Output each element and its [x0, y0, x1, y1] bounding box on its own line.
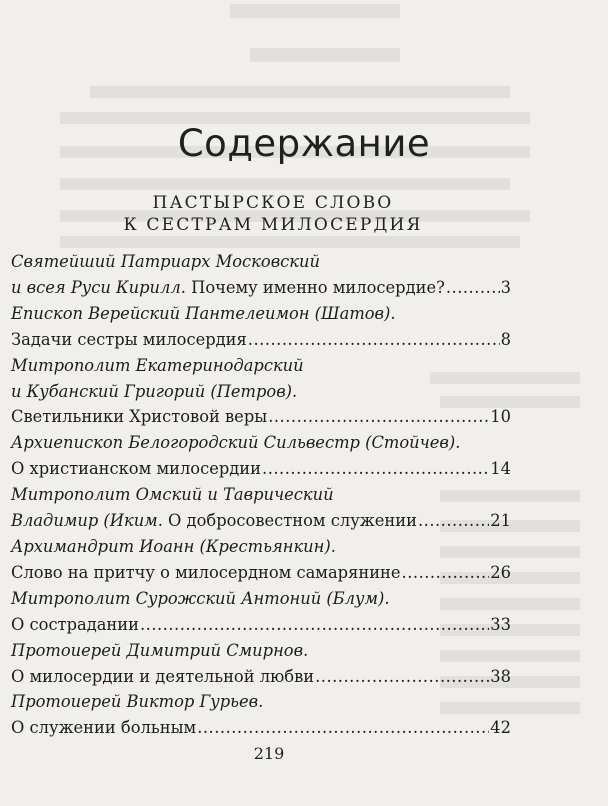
- page-number: 219: [253, 744, 285, 763]
- toc-author: Архимандрит Иоанн (Крестьянкин).: [11, 536, 336, 556]
- toc-author: Святейший Патриарх Московский: [11, 252, 320, 271]
- toc-title-row[interactable]: [11, 560, 511, 586]
- toc-author: Митрополит Сурожский Антоний (Блум).: [11, 588, 390, 608]
- toc-author: и Кубанский Григорий (Петров).: [11, 381, 298, 401]
- toc-leader-dots: [268, 404, 489, 430]
- toc-author: Митрополит Екатеринодарский: [11, 355, 304, 375]
- page-title: Содержание: [177, 122, 431, 165]
- toc-entry[interactable]: [11, 482, 511, 534]
- toc-title: и всея Руси Кирилл. Почему именно милосердие?: [11, 277, 445, 297]
- toc-title-row[interactable]: [11, 664, 511, 690]
- toc-author: Архиепископ Белогородский Сильвестр (Стойчев).: [11, 433, 461, 453]
- toc-page-number: 8: [500, 329, 511, 349]
- toc-title-row[interactable]: [11, 715, 511, 741]
- section-title-line-1: ПАСТЫРСКОЕ СЛОВО: [152, 193, 394, 213]
- toc-leader-dots: [262, 456, 489, 482]
- table-of-contents: [11, 249, 511, 741]
- toc-leader-dots: [315, 664, 489, 690]
- toc-title: О христианском милосердии: [11, 459, 262, 479]
- toc-entry[interactable]: [11, 638, 511, 690]
- section-title: [0, 192, 538, 236]
- toc-leader-dots: [446, 275, 500, 301]
- toc-leader-dots: [197, 715, 489, 741]
- toc-title: О милосердии и деятельной любви: [11, 666, 315, 686]
- toc-title: О сострадании: [11, 614, 139, 634]
- toc-page-number: 10: [490, 407, 511, 427]
- toc-page-number: 21: [490, 511, 511, 531]
- toc-title-row[interactable]: [11, 327, 511, 353]
- toc-page-number: 14: [490, 459, 511, 479]
- toc-author: Митрополит Омский и Таврический: [11, 485, 334, 505]
- toc-leader-dots: [140, 612, 489, 638]
- toc-page-number: 3: [500, 277, 511, 297]
- toc-author: Протоиерей Виктор Гурьев.: [11, 692, 264, 712]
- toc-author: Протоиерей Димитрий Смирнов.: [11, 640, 309, 660]
- section-title-line-2: К СЕСТРАМ МИЛОСЕРДИЯ: [123, 215, 423, 235]
- toc-leader-dots: [402, 560, 490, 586]
- toc-title-row[interactable]: [11, 456, 511, 482]
- toc-entry[interactable]: [11, 249, 511, 301]
- toc-leader-dots: [418, 508, 489, 534]
- toc-title: Задачи сестры милосердия: [11, 329, 247, 349]
- toc-title: О служении больным: [11, 718, 197, 738]
- toc-title: Светильники Христовой веры: [11, 407, 268, 427]
- toc-title-row[interactable]: [11, 404, 511, 430]
- toc-entry[interactable]: [11, 689, 511, 741]
- toc-page-number: 26: [490, 562, 511, 582]
- toc-title-row[interactable]: [11, 508, 511, 534]
- toc-author: Епископ Верейский Пантелеимон (Шатов).: [11, 303, 396, 323]
- toc-title: Слово на притчу о милосердном самарянине: [11, 562, 401, 582]
- toc-page-number: 33: [490, 614, 511, 634]
- toc-title-row[interactable]: [11, 612, 511, 638]
- toc-title: Владимир (Иким. О добросовестном служении: [11, 511, 417, 531]
- toc-entry[interactable]: [11, 430, 511, 482]
- toc-author-inline: и всея Руси Кирилл: [11, 277, 181, 297]
- toc-page-number: 42: [490, 718, 511, 738]
- toc-entry[interactable]: [11, 301, 511, 353]
- toc-title-row[interactable]: [11, 275, 511, 301]
- toc-entry[interactable]: [11, 586, 511, 638]
- toc-entry[interactable]: [11, 534, 511, 586]
- toc-page-number: 38: [490, 666, 511, 686]
- toc-author-inline: Владимир (Иким: [11, 511, 158, 531]
- toc-leader-dots: [248, 327, 500, 353]
- toc-entry[interactable]: [11, 353, 511, 431]
